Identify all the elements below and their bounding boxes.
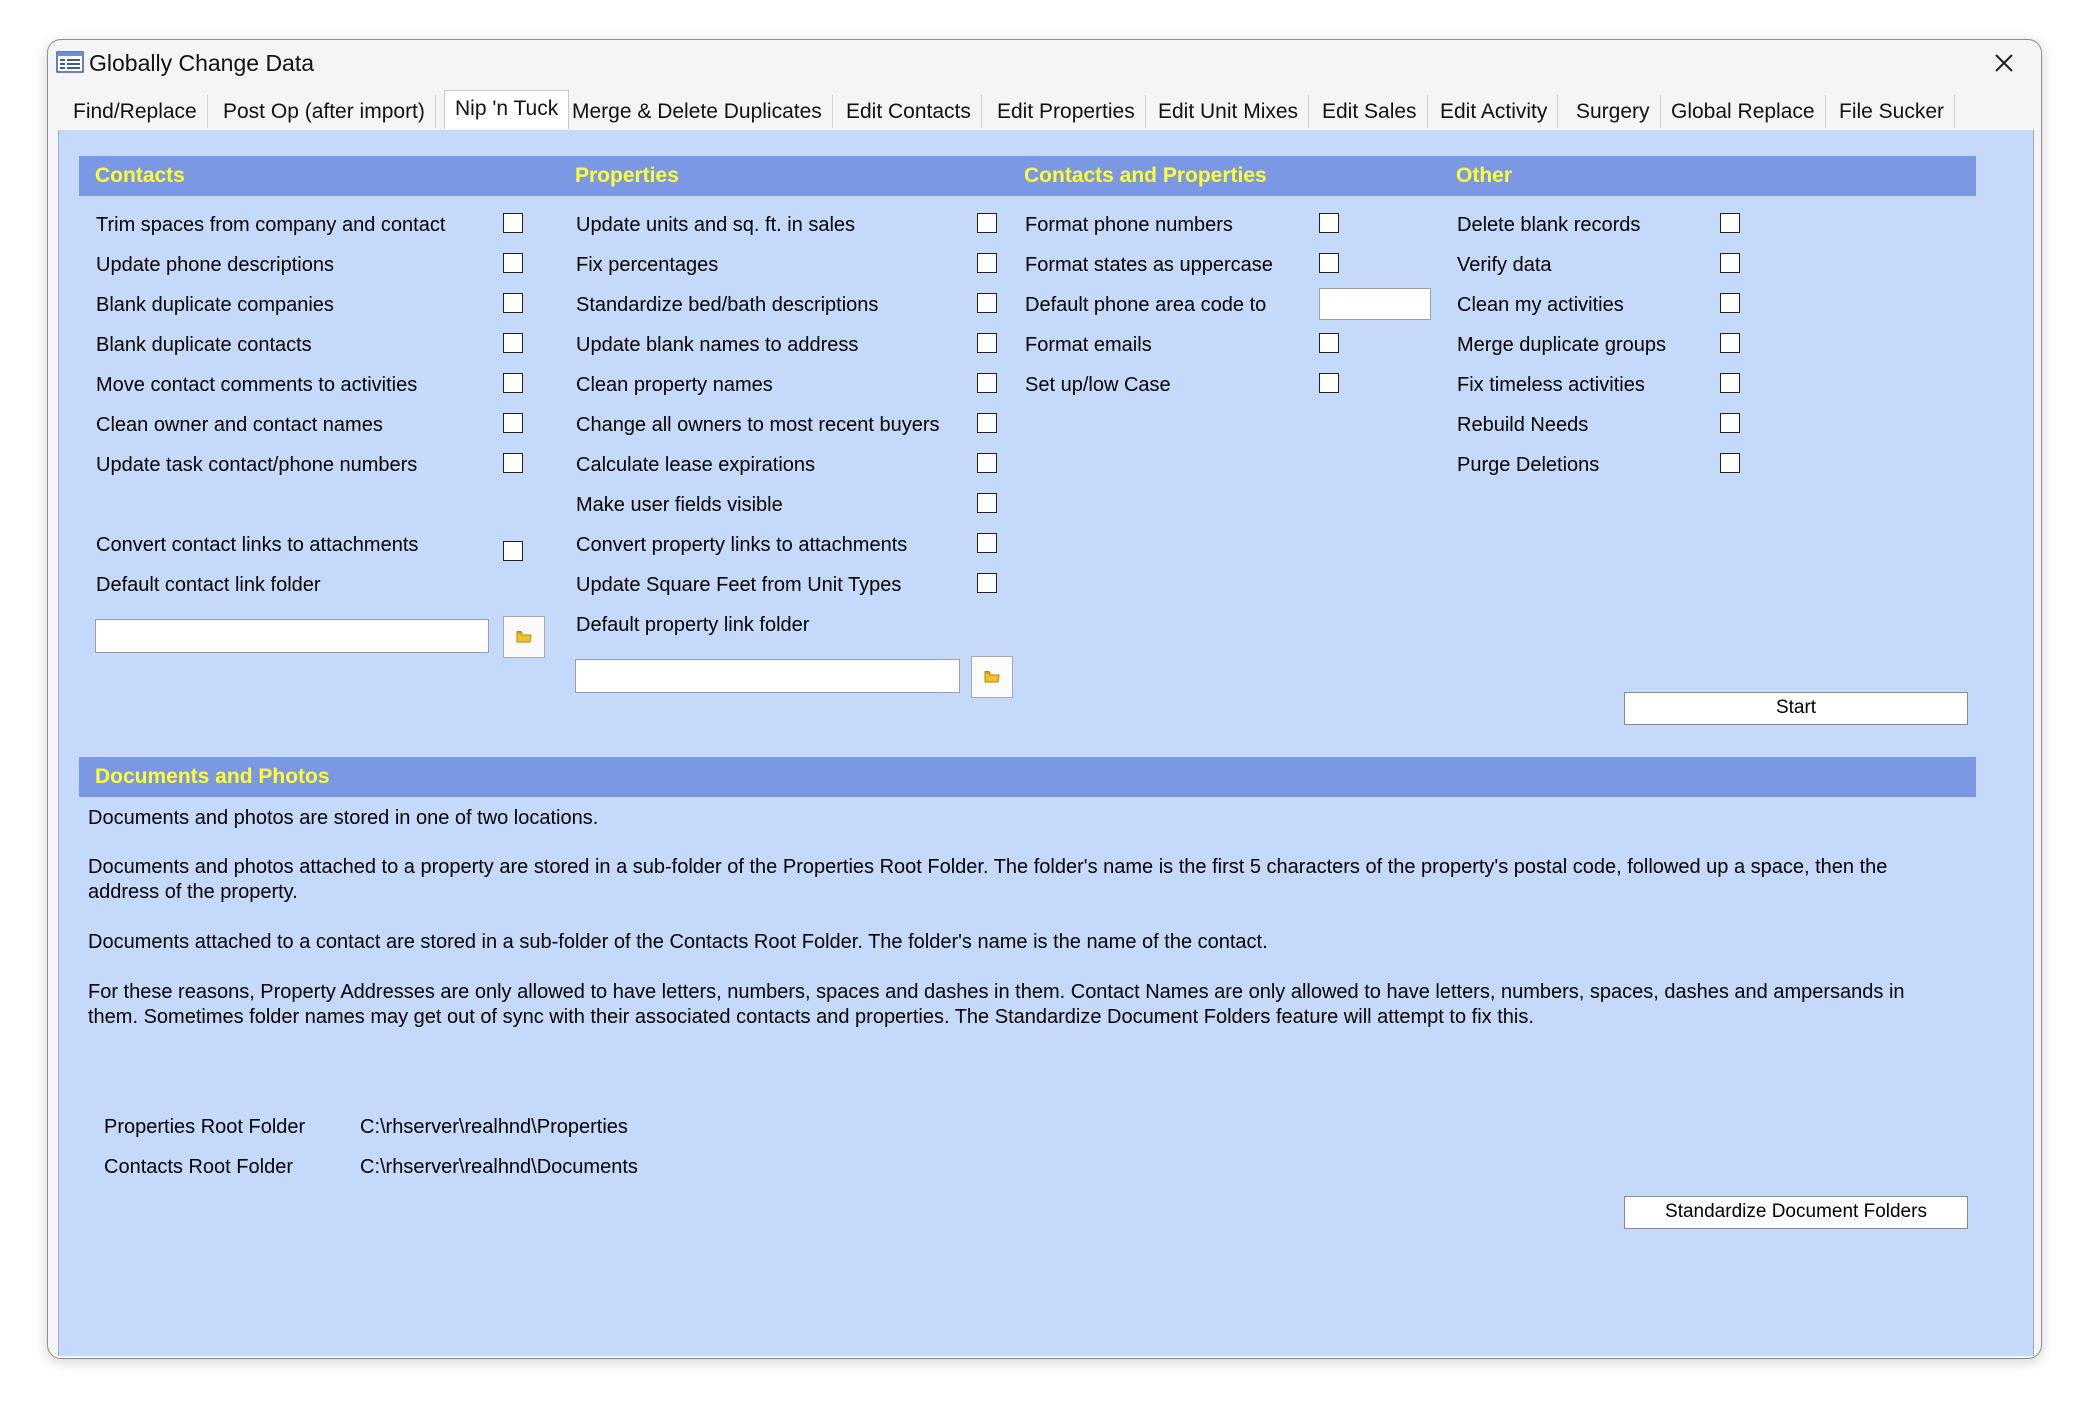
update-phone-descriptions-checkbox[interactable] xyxy=(503,253,523,273)
option-label: Rebuild Needs xyxy=(1457,414,1589,436)
format-states-uppercase-checkbox[interactable] xyxy=(1319,253,1339,273)
option-label: Blank duplicate companies xyxy=(96,294,334,316)
update-blank-names-checkbox[interactable] xyxy=(977,333,997,353)
properties-root-folder-label: Properties Root Folder xyxy=(104,1116,306,1138)
delete-blank-records-checkbox[interactable] xyxy=(1720,213,1740,233)
form-icon xyxy=(56,51,84,73)
standardize-document-folders-button[interactable]: Standardize Document Folders xyxy=(1624,1196,1968,1229)
option-label: Convert property links to attachments xyxy=(576,534,908,556)
trim-spaces-checkbox[interactable] xyxy=(503,213,523,233)
other-section-title: Other xyxy=(1456,164,1513,187)
clean-owner-contact-names-checkbox[interactable] xyxy=(503,413,523,433)
move-contact-comments-checkbox[interactable] xyxy=(503,373,523,393)
tab-edit-unit-mixes[interactable]: Edit Unit Mixes xyxy=(1148,95,1309,128)
contact-link-folder-label: Default contact link folder xyxy=(96,574,321,596)
tab-find-replace[interactable]: Find/Replace xyxy=(63,95,208,128)
folder-icon xyxy=(516,630,532,643)
option-label: Calculate lease expirations xyxy=(576,454,816,476)
option-label: Make user fields visible xyxy=(576,494,783,516)
tab-edit-properties[interactable]: Edit Properties xyxy=(987,95,1146,128)
tab-surgery[interactable]: Surgery xyxy=(1566,95,1661,128)
title-bar xyxy=(48,40,2041,86)
option-label: Standardize bed/bath descriptions xyxy=(576,294,879,316)
default-area-code-input[interactable] xyxy=(1319,288,1431,320)
option-label: Convert contact links to attachments xyxy=(96,534,419,556)
standardize-bed-bath-checkbox[interactable] xyxy=(977,293,997,313)
update-square-feet-checkbox[interactable] xyxy=(977,573,997,593)
sections-header-bar xyxy=(79,156,1976,196)
contacts-root-folder-value: C:\rhserver\realhnd\Documents xyxy=(360,1156,638,1178)
folder-icon xyxy=(984,670,1000,683)
clean-my-activities-checkbox[interactable] xyxy=(1720,293,1740,313)
verify-data-checkbox[interactable] xyxy=(1720,253,1740,273)
tab-edit-sales[interactable]: Edit Sales xyxy=(1312,95,1428,128)
option-label: Update blank names to address xyxy=(576,334,859,356)
option-label: Set up/low Case xyxy=(1025,374,1171,396)
purge-deletions-checkbox[interactable] xyxy=(1720,453,1740,473)
option-label: Fix percentages xyxy=(576,254,719,276)
tab-edit-contacts[interactable]: Edit Contacts xyxy=(836,95,982,128)
option-label: Default phone area code to xyxy=(1025,294,1267,316)
documents-paragraph: Documents and photos are stored in one of two locations. xyxy=(88,807,599,829)
contacts-section-title: Contacts xyxy=(95,164,185,187)
option-label: Fix timeless activities xyxy=(1457,374,1645,396)
contact-link-folder-input[interactable] xyxy=(95,619,489,653)
property-link-folder-label: Default property link folder xyxy=(576,614,810,636)
format-phone-numbers-checkbox[interactable] xyxy=(1319,213,1339,233)
tab-merge-delete-duplicates[interactable]: Merge & Delete Duplicates xyxy=(562,95,833,128)
documents-paragraph: Documents attached to a contact are stored in a sub-folder of the Contacts Root Folder. The folder's name is the name of the contact. xyxy=(88,931,1268,953)
option-label: Move contact comments to activities xyxy=(96,374,418,396)
property-link-folder-input[interactable] xyxy=(575,659,960,693)
option-label: Format phone numbers xyxy=(1025,214,1233,236)
set-up-low-case-checkbox[interactable] xyxy=(1319,373,1339,393)
start-button[interactable]: Start xyxy=(1624,692,1968,725)
rebuild-needs-checkbox[interactable] xyxy=(1720,413,1740,433)
convert-property-links-checkbox[interactable] xyxy=(977,533,997,553)
contacts-root-folder-label: Contacts Root Folder xyxy=(104,1156,293,1178)
documents-paragraph: Documents and photos attached to a property are stored in a sub-folder of the Properties Root Folder. The folder's name is the first 5 characters of the property's postal code, followed up a space, then the address of the property. xyxy=(88,856,1888,903)
nip-n-tuck-panel xyxy=(58,130,2034,1356)
globally-change-data-window xyxy=(47,39,2042,1359)
option-label: Delete blank records xyxy=(1457,214,1641,236)
convert-contact-links-checkbox[interactable] xyxy=(503,541,523,561)
tab-file-sucker[interactable]: File Sucker xyxy=(1829,95,1955,128)
format-emails-checkbox[interactable] xyxy=(1319,333,1339,353)
make-user-fields-visible-checkbox[interactable] xyxy=(977,493,997,513)
option-label: Purge Deletions xyxy=(1457,454,1600,476)
option-label: Update task contact/phone numbers xyxy=(96,454,418,476)
tab-bar xyxy=(58,90,2028,128)
blank-duplicate-contacts-checkbox[interactable] xyxy=(503,333,523,353)
option-label: Format emails xyxy=(1025,334,1152,356)
update-units-sqft-checkbox[interactable] xyxy=(977,213,997,233)
option-label: Update phone descriptions xyxy=(96,254,334,276)
contacts-properties-section-title: Contacts and Properties xyxy=(1024,164,1267,187)
properties-root-folder-value: C:\rhserver\realhnd\Properties xyxy=(360,1116,628,1138)
option-label: Change all owners to most recent buyers xyxy=(576,414,940,436)
window-title: Globally Change Data xyxy=(89,50,315,76)
option-label: Clean my activities xyxy=(1457,294,1624,316)
option-label: Trim spaces from company and contact xyxy=(96,214,446,236)
calculate-lease-expirations-checkbox[interactable] xyxy=(977,453,997,473)
change-owners-checkbox[interactable] xyxy=(977,413,997,433)
fix-percentages-checkbox[interactable] xyxy=(977,253,997,273)
option-label: Update units and sq. ft. in sales xyxy=(576,214,856,236)
option-label: Blank duplicate contacts xyxy=(96,334,312,356)
browse-property-folder-button[interactable] xyxy=(971,656,1013,698)
option-label: Clean owner and contact names xyxy=(96,414,383,436)
documents-header-bar xyxy=(79,757,1976,797)
option-label: Update Square Feet from Unit Types xyxy=(576,574,902,596)
tab-global-replace[interactable]: Global Replace xyxy=(1661,95,1826,128)
option-label: Clean property names xyxy=(576,374,773,396)
close-icon[interactable] xyxy=(1989,48,2019,78)
documents-paragraph: For these reasons, Property Addresses are only allowed to have letters, numbers, spaces and dashes in them. Contact Names are only allowed to have letters, numbers, spaces, dashes and ampersands in them. Sometimes folder names may get out of sync with their associated contacts and properties. The Standardize Document Folders feature will attempt to fix this. xyxy=(88,981,1905,1028)
tab-post-op[interactable]: Post Op (after import) xyxy=(213,95,436,128)
option-label: Verify data xyxy=(1457,254,1552,276)
fix-timeless-activities-checkbox[interactable] xyxy=(1720,373,1740,393)
properties-section-title: Properties xyxy=(575,164,679,187)
update-task-contact-checkbox[interactable] xyxy=(503,453,523,473)
option-label: Merge duplicate groups xyxy=(1457,334,1667,356)
documents-section-title: Documents and Photos xyxy=(95,765,330,788)
tab-nip-n-tuck[interactable]: Nip 'n Tuck xyxy=(444,90,569,129)
clean-property-names-checkbox[interactable] xyxy=(977,373,997,393)
tab-edit-activity[interactable]: Edit Activity xyxy=(1430,95,1558,128)
merge-duplicate-groups-checkbox[interactable] xyxy=(1720,333,1740,353)
browse-contact-folder-button[interactable] xyxy=(503,616,545,658)
blank-duplicate-companies-checkbox[interactable] xyxy=(503,293,523,313)
option-label: Format states as uppercase xyxy=(1025,254,1273,276)
